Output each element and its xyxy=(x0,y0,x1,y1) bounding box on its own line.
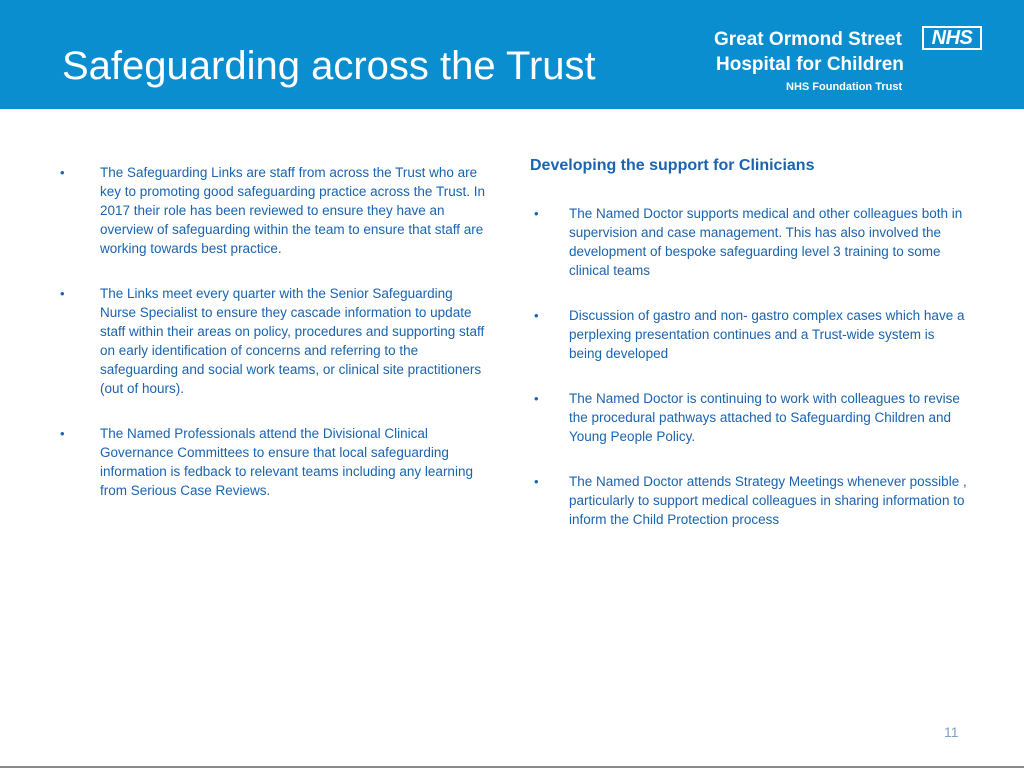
list-item xyxy=(56,284,488,398)
bullet-icon: • xyxy=(534,474,539,489)
logo-line-2: Hospital for Children xyxy=(716,54,904,75)
right-column xyxy=(530,155,970,555)
nhs-badge: NHS xyxy=(922,26,982,50)
list-item xyxy=(530,306,970,363)
bullet-icon: • xyxy=(60,165,65,180)
logo-line-1: Great Ormond Street xyxy=(714,29,902,50)
page-title: Safeguarding across the Trust xyxy=(62,44,596,88)
page-number: 11 xyxy=(944,724,959,740)
list-item xyxy=(56,424,488,500)
list-item xyxy=(56,163,488,258)
left-column xyxy=(56,163,488,526)
bullet-text: The Links meet every quarter with the Senior Safeguarding Nurse Specialist to ensure they cascade information to update staff within their areas on policy, procedures and supporting staff on early identification of concerns and referring to the safeguarding and social work teams, or clinical site practitioners (out of hours). xyxy=(100,286,485,396)
bullet-icon: • xyxy=(534,308,539,323)
bullet-text: Discussion of gastro and non- gastro complex cases which have a perplexing presentation continues and a Trust-wide system is being developed xyxy=(569,308,965,361)
bullet-text: The Named Doctor attends Strategy Meetings whenever possible , particularly to support medical colleagues in sharing information to inform the Child Protection process xyxy=(569,474,967,527)
right-bullet-list xyxy=(530,204,970,529)
bullet-icon: • xyxy=(60,286,65,301)
list-item xyxy=(530,204,970,280)
left-bullet-list xyxy=(56,163,488,500)
bullet-text: The Named Professionals attend the Divisional Clinical Governance Committees to ensure that local safeguarding information is fedback to relevant teams including any learning from Serious Case Reviews. xyxy=(100,426,473,498)
bullet-icon: • xyxy=(60,426,65,441)
logo-line-3: NHS Foundation Trust xyxy=(786,81,903,93)
bullet-text: The Named Doctor supports medical and other colleagues both in supervision and case management. This has also involved the development of bespoke safeguarding level 3 training to some clinical teams xyxy=(569,206,963,278)
section-heading: Developing the support for Clinicians xyxy=(530,157,815,174)
bullet-text: The Named Doctor is continuing to work with colleagues to revise the procedural pathways attached to Safeguarding Children and Young People Policy. xyxy=(569,391,960,444)
gosh-logo xyxy=(714,26,986,96)
list-item xyxy=(530,472,970,529)
header-banner xyxy=(0,0,1024,109)
bullet-icon: • xyxy=(534,206,539,221)
list-item xyxy=(530,389,970,446)
bullet-text: The Safeguarding Links are staff from across the Trust who are key to promoting good safeguarding practice across the Trust. In 2017 their role has been reviewed to ensure they have an overview of safeguarding within the team to ensure that staff are working towards best practice. xyxy=(100,165,485,256)
bullet-icon: • xyxy=(534,391,539,406)
